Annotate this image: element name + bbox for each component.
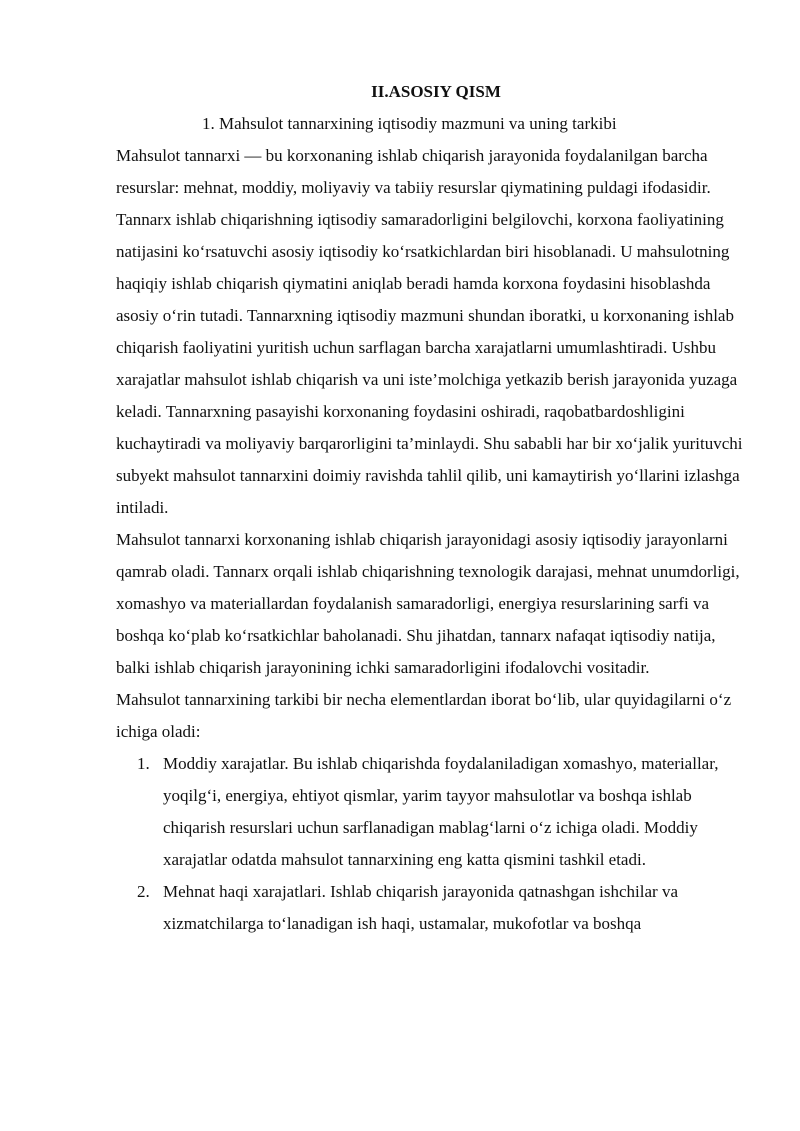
- paragraph: Mahsulot tannarxi korxonaning ishlab chiqarish jarayonidagi asosiy iqtisodiy jarayonlarni qamrab oladi. Tannarx orqali ishlab chiqarishning texnologik darajasi, mehnat unumdorligi, xomashyo va materiallardan foydalanish samaradorligi, energiya resurslarining sarfi va boshqa koʻplab koʻrsatkichlar baholanadi. Shu jihatdan, tannarx nafaqat iqtisodiy natija, balki ishlab chiqarish jarayonining ichki samaradorligini ifodalovchi vositadir.: [116, 530, 740, 677]
- list-item-number: 2.: [137, 882, 150, 901]
- list-item: [116, 748, 746, 876]
- list-item-text: Mehnat haqi xarajatlari. Ishlab chiqarish jarayonida qatnashgan ishchilar va xizmatchilarga toʻlanadigan ish haqi, ustamalar, mukofotlar va boshqa: [163, 882, 679, 933]
- document-body: [116, 76, 746, 940]
- section-title: II.ASOSIY QISM: [371, 82, 501, 101]
- list-item-text: Moddiy xarajatlar. Bu ishlab chiqarishda foydalaniladigan xomashyo, materiallar, yoqilgʻi, energiya, ehtiyot qismlar, yarim tayyor mahsulotlar va boshqa ishlab chiqarish resurslari uchun sarflanadigan mablagʻlarni oʻz ichiga oladi. Moddiy xarajatlar odatda mahsulot tannarxining eng katta qismini tashkil etadi.: [163, 754, 719, 869]
- paragraph: Mahsulot tannarxining tarkibi bir necha elementlardan iborat boʻlib, ular quyidagilarni oʻz ichiga oladi:: [116, 690, 732, 741]
- paragraph: Mahsulot tannarxi — bu korxonaning ishlab chiqarish jarayonida foydalanilgan barcha resurslar: mehnat, moddiy, moliyaviy va tabiiy resurslar qiymatining puldagi ifodasidir. Tannarx ishlab chiqarishning iqtisodiy samaradorligini belgilovchi, korxona faoliyatining natijasini koʻrsatuvchi asosiy iqtisodiy koʻrsatkichlardan biri hisoblanadi. U mahsulotning haqiqiy ishlab chiqarish qiymatini aniqlab beradi hamda korxona foydasini hisoblashda asosiy oʻrin tutadi. Tannarxning iqtisodiy mazmuni shundan iboratki, u korxonaning ishlab chiqarish faoliyatini yuritish uchun sarflagan barcha xarajatlarni umumlashtiradi. Ushbu xarajatlar mahsulot ishlab chiqarish va uni iste’molchiga yetkazib berish jarayonida yuzaga keladi. Tannarxning pasayishi korxonaning foydasini oshiradi, raqobatbardoshligini kuchaytiradi va moliyaviy barqarorligini ta’minlaydi. Shu sababli har bir xoʻjalik yurituvchi subyekt mahsulot tannarxini doimiy ravishda tahlil qilib, uni kamaytirish yoʻllarini izlashga intiladi.: [116, 146, 743, 517]
- section-subtitle: 1. Mahsulot tannarxining iqtisodiy mazmuni va uning tarkibi: [202, 114, 617, 133]
- list-item-number: 1.: [137, 754, 150, 773]
- list-item: [116, 876, 746, 940]
- cost-elements-list: [116, 748, 746, 940]
